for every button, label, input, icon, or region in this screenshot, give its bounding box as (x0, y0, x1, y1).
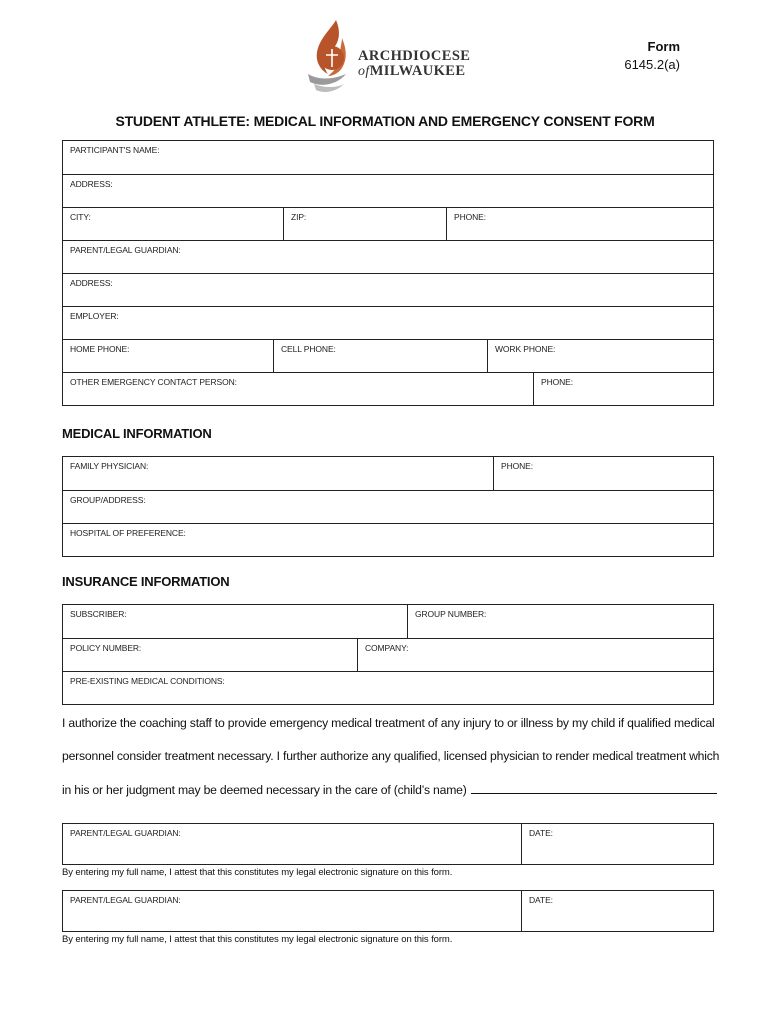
other-contact-field[interactable]: OTHER EMERGENCY CONTACT PERSON: (70, 377, 237, 387)
other-contact-phone-field[interactable]: PHONE: (533, 373, 713, 405)
city-field[interactable]: CITY: (70, 212, 91, 222)
group-address-field[interactable]: GROUP/ADDRESS: (70, 495, 146, 505)
policy-number-field[interactable]: POLICY NUMBER: (70, 643, 142, 653)
participant-name-field[interactable]: PARTICIPANT'S NAME: (70, 145, 160, 155)
zip-field[interactable]: ZIP: (283, 208, 446, 240)
subscriber-field[interactable]: SUBSCRIBER: (70, 609, 127, 619)
row-guardian-address (63, 273, 713, 306)
row-group-address (63, 490, 713, 523)
row-guardian (63, 240, 713, 273)
home-phone-field[interactable]: HOME PHONE: (70, 344, 130, 354)
child-name-input[interactable] (471, 782, 717, 794)
consent-line-3: in his or her judgment may be deemed necessary in the care of (child’s name) (62, 783, 467, 797)
logo-text-archdiocese: ARCHDIOCESE (358, 48, 471, 64)
guardian-signature-field-1[interactable]: PARENT/LEGAL GUARDIAN: (70, 828, 181, 838)
logo-text-milwaukee (358, 63, 465, 80)
row-conditions (63, 671, 713, 704)
guardian-field[interactable]: PARENT/LEGAL GUARDIAN: (70, 245, 181, 255)
medical-info-table (62, 456, 714, 557)
logo-text-of: of (358, 64, 370, 79)
address-field[interactable]: ADDRESS: (70, 179, 113, 189)
attest-text-2: By entering my full name, I attest that this constitutes my legal electronic signature on this form. (62, 934, 453, 945)
row-physician (63, 457, 713, 490)
row-phones (63, 339, 713, 372)
medical-heading: MEDICAL INFORMATION (62, 426, 212, 441)
guardian-signature-field-2[interactable]: PARENT/LEGAL GUARDIAN: (70, 895, 181, 905)
row-signature-2 (63, 891, 713, 931)
signature-table-1 (62, 823, 714, 865)
signature-table-2 (62, 890, 714, 932)
form-number-block (624, 38, 680, 74)
row-address (63, 174, 713, 207)
attest-text-1: By entering my full name, I attest that this constitutes my legal electronic signature on this form. (62, 867, 453, 878)
group-number-field[interactable]: GROUP NUMBER: (407, 605, 713, 638)
conditions-field[interactable]: PRE-EXISTING MEDICAL CONDITIONS: (70, 676, 225, 686)
row-city-zip-phone (63, 207, 713, 240)
row-other-contact (63, 372, 713, 405)
archdiocese-logo (302, 18, 482, 98)
hospital-field[interactable]: HOSPITAL OF PREFERENCE: (70, 528, 186, 538)
cell-phone-field[interactable]: CELL PHONE: (273, 340, 487, 372)
row-participant-name (63, 141, 713, 174)
form-number: 6145.2(a) (624, 57, 680, 72)
participant-info-table (62, 140, 714, 406)
guardian-address-field[interactable]: ADDRESS: (70, 278, 113, 288)
company-field[interactable]: COMPANY: (357, 639, 713, 671)
logo-text-milwaukee-word: MILWAUKEE (369, 63, 466, 79)
consent-line-3-wrap (62, 782, 722, 797)
consent-line-1: I authorize the coaching staff to provide emergency medical treatment of any injury to or illness by my child if qualified medical (62, 716, 715, 730)
row-policy (63, 638, 713, 671)
insurance-heading: INSURANCE INFORMATION (62, 574, 230, 589)
phone-field[interactable]: PHONE: (446, 208, 713, 240)
row-subscriber (63, 605, 713, 638)
insurance-info-table (62, 604, 714, 705)
row-hospital (63, 523, 713, 556)
employer-field[interactable]: EMPLOYER: (70, 311, 119, 321)
physician-phone-field[interactable]: PHONE: (493, 457, 713, 490)
logo-flame-icon (302, 18, 362, 98)
physician-field[interactable]: FAMILY PHYSICIAN: (70, 461, 149, 471)
date-field-1[interactable]: DATE: (521, 824, 713, 864)
work-phone-field[interactable]: WORK PHONE: (487, 340, 713, 372)
consent-line-2: personnel consider treatment necessary. I further authorize any qualified, licensed physician to render medical treatment which (62, 749, 720, 763)
date-field-2[interactable]: DATE: (521, 891, 713, 931)
form-label: Form (647, 39, 680, 54)
row-employer (63, 306, 713, 339)
row-signature-1 (63, 824, 713, 864)
page-title: STUDENT ATHLETE: MEDICAL INFORMATION AND EMERGENCY CONSENT FORM (115, 113, 655, 129)
